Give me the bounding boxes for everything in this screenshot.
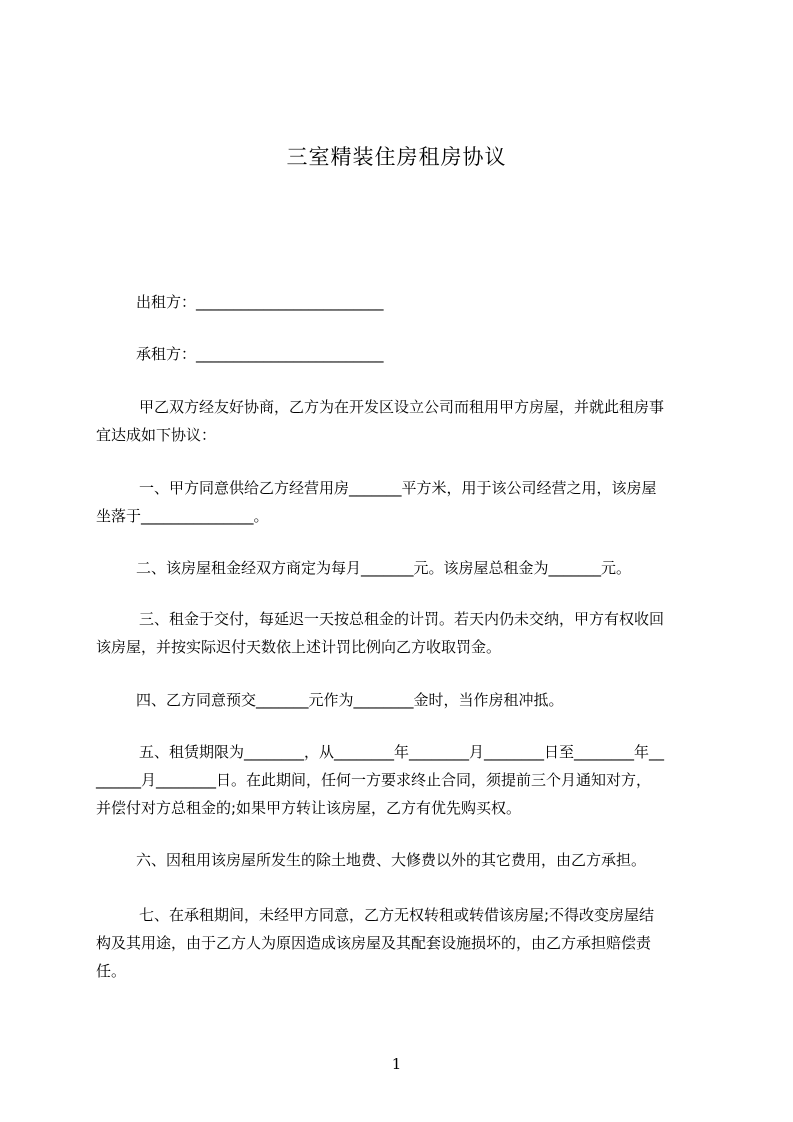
intro-line-2: 宜达成如下协议： — [96, 426, 217, 444]
clause-1 — [96, 474, 706, 530]
clause-5-line-2: ______月________日。在此期间，任何一方要求终止合同，须提前三个月通知对方， — [96, 771, 652, 789]
page-title: 三室精装住房租房协议 — [286, 145, 507, 169]
lessee-line: 承租方：_________________________ — [136, 345, 384, 363]
clause-7-line-1: 七、在承租期间，未经甲方同意，乙方无权转租或转借该房屋;不得改变房屋结 — [139, 906, 655, 924]
clause-6-line-1: 六、因租用该房屋所发生的除土地费、大修费以外的其它费用，由乙方承担。 — [136, 851, 647, 869]
clause-7-line-3: 任。 — [96, 962, 127, 980]
clause-4 — [96, 686, 706, 714]
clause-5-line-3: 并偿付对方总租金的;如果甲方转让该房屋，乙方有优先购买权。 — [96, 799, 522, 817]
clause-5 — [96, 738, 706, 822]
clause-1-line-1: 一、甲方同意供给乙方经营用房_______平方米，用于该公司经营之用，该房屋 — [139, 479, 657, 497]
clause-3-line-1: 三、租金于交付，每延迟一天按总租金的计罚。若天内仍未交纳，甲方有权收回 — [139, 610, 665, 628]
clause-1-line-2: 坐落于_______________。 — [96, 507, 269, 525]
clause-6 — [96, 846, 706, 874]
clause-7-line-2: 构及其用途，由于乙方人为原因造成该房屋及其配套设施损坏的，由乙方承担赔偿责 — [96, 934, 652, 952]
clause-4-line-1: 四、乙方同意预交_______元作为________金时，当作房租冲抵。 — [136, 691, 564, 709]
clause-2 — [96, 554, 706, 582]
clause-3 — [96, 605, 706, 661]
clause-7 — [96, 901, 706, 985]
lessor-line: 出租方：_________________________ — [136, 293, 384, 311]
intro-line-1: 甲乙双方经友好协商，乙方为在开发区设立公司而租用甲方房屋，并就此租房事 — [139, 398, 665, 416]
clause-5-line-1: 五、租赁期限为________，从________年________月________日至________年__ — [139, 743, 665, 761]
page-number: 1 — [391, 1055, 402, 1073]
intro-paragraph — [96, 393, 706, 449]
clause-3-line-2: 该房屋，并按实际迟付天数依上述计罚比例向乙方收取罚金。 — [96, 638, 502, 656]
clause-2-line-1: 二、该房屋租金经双方商定为每月_______元。该房屋总租金为_______元。 — [136, 559, 632, 577]
